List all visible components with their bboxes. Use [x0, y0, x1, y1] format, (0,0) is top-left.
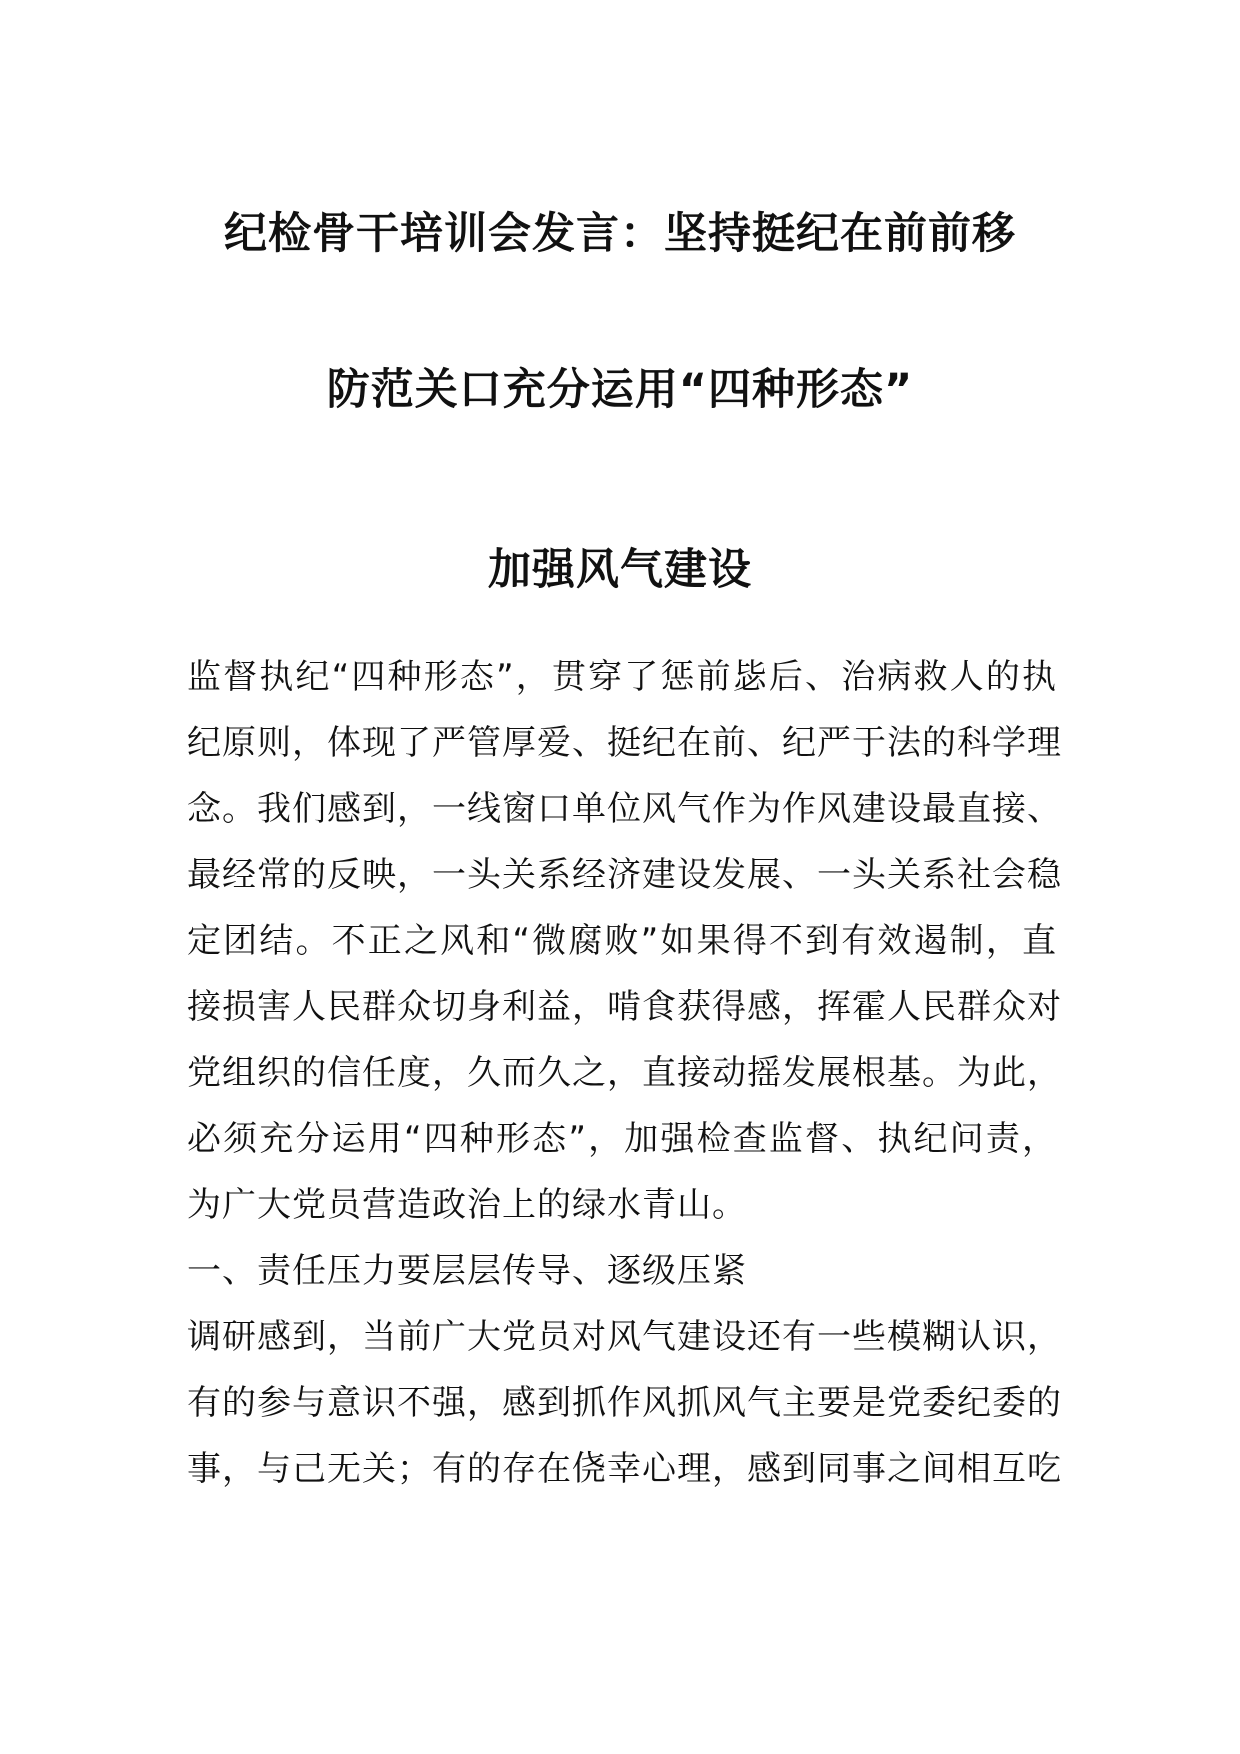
- body-text-line: 事，与己无关；有的存在侥幸心理，感到同事之间相互吃: [187, 1449, 1062, 1489]
- document-title-line-1: 纪检骨干培训会发言：坚持挺纪在前前移: [224, 209, 1016, 259]
- body-text-line: 最经常的反映，一头关系经济建设发展、一头关系社会稳: [187, 855, 1062, 895]
- body-text-line: 纪原则，体现了严管厚爱、挺纪在前、纪严于法的科学理: [187, 723, 1062, 763]
- body-text-line: 接损害人民群众切身利益，啃食获得感，挥霍人民群众对: [187, 987, 1062, 1027]
- body-text-line: 为广大党员营造政治上的绿水青山。: [187, 1185, 747, 1225]
- body-text-line: 监督执纪“四种形态”，贯穿了惩前毖后、治病救人的执: [187, 657, 1057, 697]
- body-text-line: 必须充分运用“四种形态”，加强检查监督、执纪问责，: [187, 1119, 1057, 1159]
- document-title-line-2: 防范关口充分运用“四种形态”: [326, 365, 914, 415]
- body-text-line: 定团结。不正之风和“微腐败”如果得不到有效遏制，直: [187, 921, 1057, 961]
- section-heading: 一、责任压力要层层传导、逐级压紧: [187, 1251, 747, 1291]
- body-text-line: 调研感到，当前广大党员对风气建设还有一些模糊认识，: [187, 1317, 1062, 1357]
- document-title-line-3: 加强风气建设: [488, 545, 752, 595]
- body-text-line: 有的参与意识不强，感到抓作风抓风气主要是党委纪委的: [187, 1383, 1062, 1423]
- body-text-line: 念。我们感到，一线窗口单位风气作为作风建设最直接、: [187, 789, 1062, 829]
- body-text-line: 党组织的信任度，久而久之，直接动摇发展根基。为此，: [187, 1053, 1062, 1093]
